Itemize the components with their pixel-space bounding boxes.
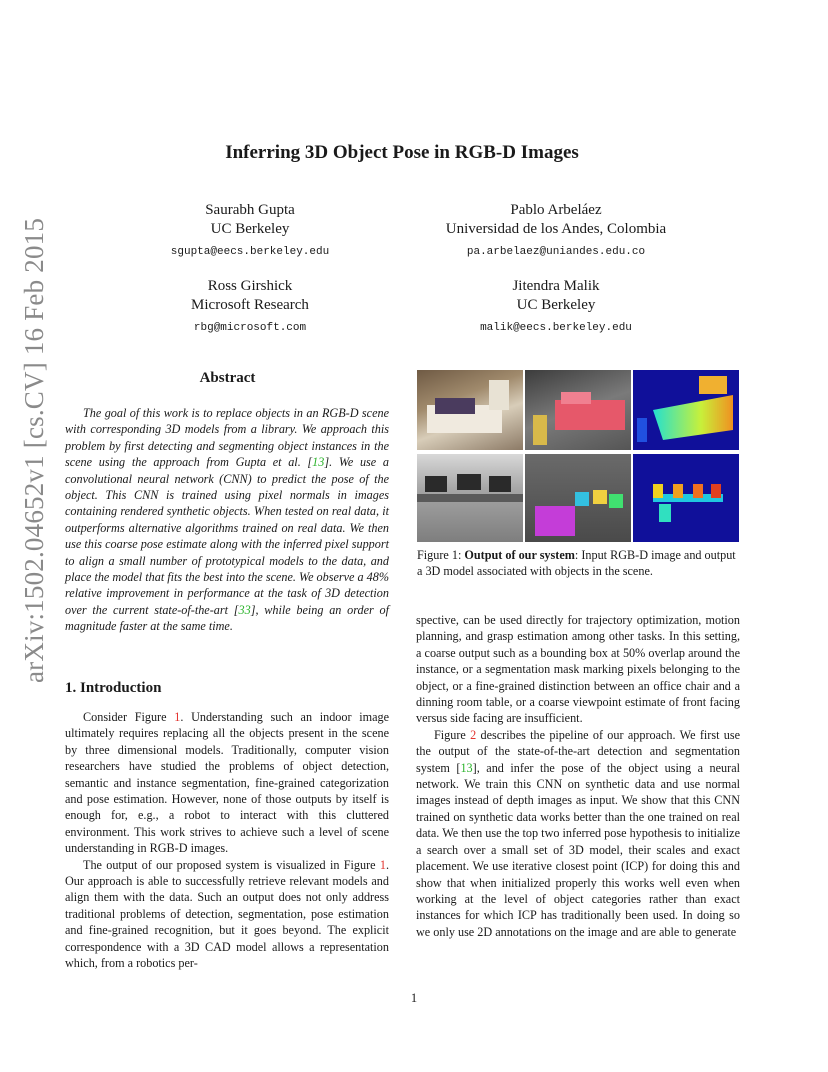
- author-name: Pablo Arbeláez: [510, 202, 602, 218]
- abstract-part: , while being an order of magnitude faster at the same time.: [65, 602, 389, 634]
- paper-title: Inferring 3D Object Pose in RGB-D Images: [225, 142, 579, 163]
- author-block: [406, 277, 706, 336]
- right-part: , and infer the pose of the object using a neural network. We train this CNN on synthetic data and use normal images instead of depth images as input. We show that this CNN trained on synthetic data works better than the one trained on real data. We then use the top two inferred pose hypothesis to initialize a search over a small set of 3D model, their scales and exact placement. We use iterative closest point (ICP) for doing this and show that when initialized properly this works well even when working at the level of object categories rather than exact instances for which ICP has traditionally been used. In doing so we only use 2D annotations on the image and are able to generate: [416, 760, 740, 939]
- intro-text: [65, 709, 389, 972]
- abstract-part: The goal of this work is to replace objects in an RGB-D scene with corresponding 3D models from a library. We approach this problem by first detecting and segmenting object instances in the scene using the approach from Gupta et al.: [65, 406, 389, 470]
- author-affiliation: Universidad de los Andes, Colombia: [445, 221, 667, 237]
- section-heading: 1. Introduction: [65, 680, 162, 696]
- right-part: describes the pipeline of our approach. We first use the output of the state-of-the-art detection and segmentation system: [416, 727, 741, 775]
- author-name: Jitendra Malik: [512, 278, 600, 294]
- caption-text: : Input RGB-D image and output a 3D model associated with objects in the scene.: [417, 548, 736, 579]
- abstract-part: . We use a convolutional neural network (CNN) to predict the pose of the object. This CNN is trained using pixel normals in images containing rendered synthetic objects. When tested on real data, it outperforms alternative algorithms trained on real data. We then use this coarse pose estimate along with the inferred pixel support to align a small number of prototypical models to the data, and place the model that fits the best into the scene. We observe a 48% relative improvement in performance at the task of 3D detection over the current state-of-the-art: [65, 455, 389, 617]
- intro-part: . Our approach is able to successfully retrieve relevant models and align them with the data. Such an output does not only address traditional problems of detection, segmentation, pose estimation and fine-grained recognition, but it goes beyond. The explicit correspondence with a 3D CAD model allows a representation which, from a robotics per-: [65, 857, 390, 971]
- right-part: Figure: [434, 727, 466, 742]
- author-email[interactable]: pa.arbelaez@uniandes.edu.co: [466, 246, 646, 258]
- author-affiliation: Microsoft Research: [191, 297, 309, 313]
- segmented-bedroom-image: [525, 370, 631, 450]
- author-affiliation: UC Berkeley: [516, 297, 596, 313]
- intro-part: . Understanding such an indoor image ultimately requires replacing all the objects present in the scene by three dimensional models. Traditionally, computer vision researchers have studied the problems of object detection, semantic and instance segmentation, fine-grained categorization and pose estimation. However, none of those outputs by itself is enough for, e.g., a robot to interact with this cluttered environment. This work strives to achieve such a level of scene understanding in RGB-D images.: [65, 710, 390, 856]
- figure-1: [417, 370, 739, 542]
- right-part: spective, can be used directly for trajectory optimization, motion planning, and grasp estimation among other tasks. In this setting, a coarse output such as a bounding box at 50% overlap around the instance, or a segmentation mask marking pixels belonging to the object, or a fine-grained distinction between an office chair and a dinning room table, or a coarse viewpoint estimate of front facing versus side facing are insufficient.: [416, 613, 740, 726]
- 3d-model-bedroom-image: [633, 370, 739, 450]
- figure-ref-link[interactable]: 1: [379, 857, 386, 872]
- figure-caption: [417, 547, 741, 580]
- author-email[interactable]: rbg@microsoft.com: [193, 322, 307, 334]
- abstract-heading: Abstract: [199, 370, 256, 386]
- abstract-text: The goal of this work is to replace objects in an RGB-D scene with corresponding 3D models from a library. We approach this problem by first detecting and segmenting object instances in the scene using the approach from Gupta et al. [13]. We use a convolutional neural network (CNN) to predict the pose of the object. This CNN is trained using pixel normals in images containing rendered synthetic objects. When tested on real data, it outperforms alternative algorithms trained on real data. We then use this coarse pose estimate along with the inferred pixel support to align a small number of prototypical models to the data, and place the model that fits the best into the scene. We observe a 48% relative improvement in performance at the task of 3D detection over the current state-of-the-art [33], while being an order of magnitude faster at the same time.: [65, 406, 389, 634]
- rgb-office-image: [417, 454, 523, 542]
- author-block: [100, 277, 400, 336]
- arxiv-stamp: arXiv:1502.04652v1 [cs.CV] 16 Feb 2015: [19, 217, 49, 683]
- author-block: [406, 201, 706, 260]
- segmented-office-image: [525, 454, 631, 542]
- figure-ref-link[interactable]: 2: [470, 727, 477, 742]
- intro-part: Consider Figure: [83, 710, 167, 724]
- author-email[interactable]: malik@eecs.berkeley.edu: [480, 322, 632, 334]
- right-column-text: spective, can be used directly for trajectory optimization, motion planning, and grasp estimation among other tasks. In this setting, a coarse output such as a bounding box at 50% overlap around the instance, or a segmentation mask marking pixels belonging to the object, or a fine-grained distinction between an office chair and a dinning room table, or a coarse viewpoint estimate of front facing versus side facing are insufficient. Figure 2 describes the pipeline of our approach. We first use the output of the state-of-the-art detection and segmentation system [13], and infer the pose of the object using a neural network. We train this CNN on synthetic data and use normal images instead of depth images as input. We show that this CNN trained on synthetic data works better than the one trained on real data. We then use the top two inferred pose hypothesis to initialize a search over a small set of 3D model, their scales and exact placement. We use iterative closest point (ICP) for doing this and show that when initialized properly this works well even when working at the level of object categories rather than exact instances for which ICP has traditionally been used. In doing so we only use 2D annotations on the image and are able to generate: [416, 613, 741, 939]
- rgb-bedroom-image: [417, 370, 523, 450]
- figure-ref-link[interactable]: 1: [174, 710, 181, 724]
- author-email[interactable]: sgupta@eecs.berkeley.edu: [170, 246, 330, 258]
- citation-link[interactable]: 33: [238, 602, 251, 617]
- author-affiliation: UC Berkeley: [210, 221, 290, 237]
- citation-link[interactable]: 13: [460, 760, 473, 775]
- caption-label: Figure 1:: [417, 548, 462, 562]
- author-name: Saurabh Gupta: [205, 202, 295, 218]
- caption-bold: Output of our system: [464, 548, 575, 562]
- author-name: Ross Girshick: [207, 278, 293, 294]
- author-block: [100, 201, 400, 260]
- citation-link[interactable]: 13: [312, 455, 325, 470]
- intro-part: The output of our proposed system is visualized in Figure: [83, 857, 376, 872]
- page-number: 1: [410, 991, 418, 1005]
- 3d-model-office-image: [633, 454, 739, 542]
